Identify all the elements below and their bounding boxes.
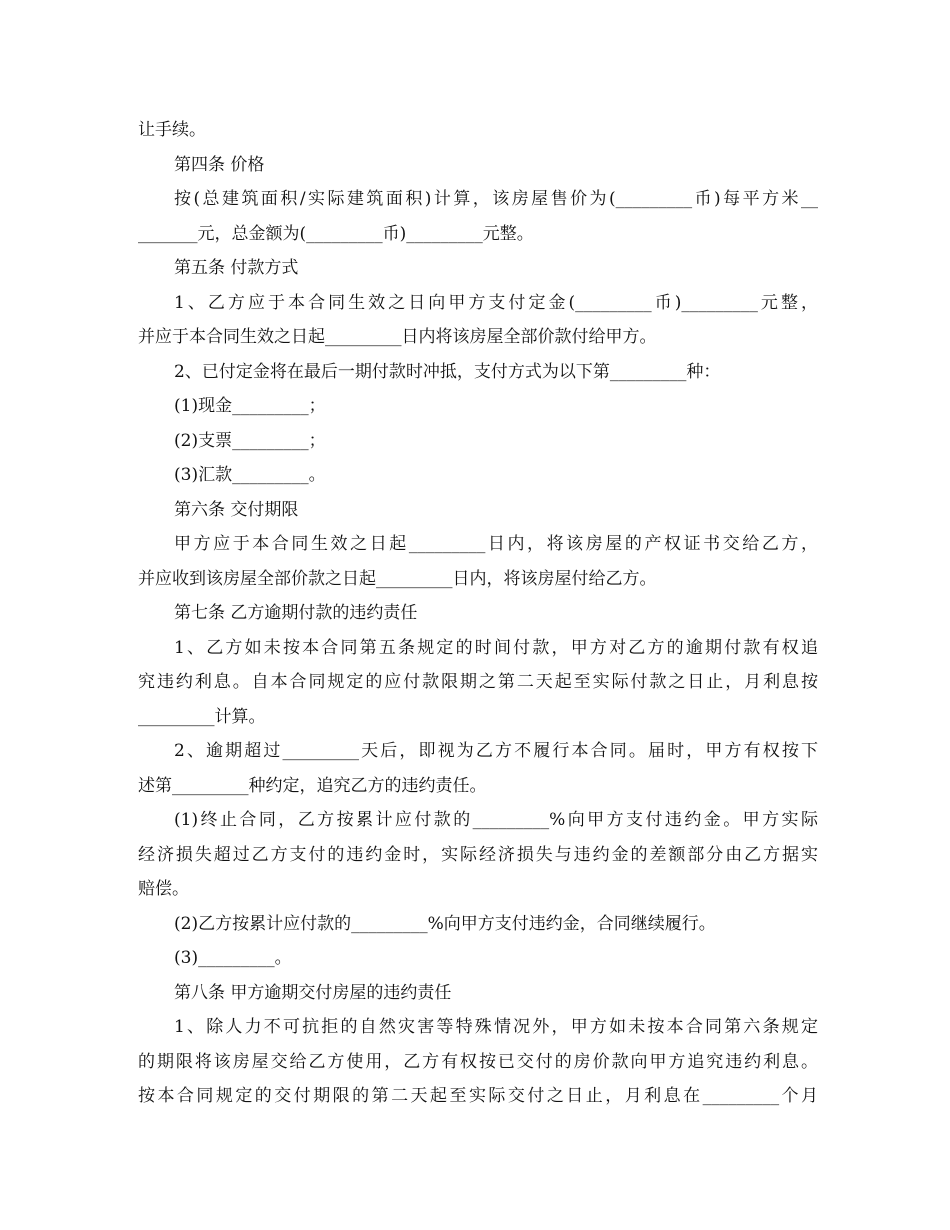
list-item: (2)支票_________； [174, 430, 326, 451]
contract-body [138, 113, 818, 1114]
text-line: _______元，总金额为(_________币)_________元整。 [138, 223, 534, 244]
list-item: (2)乙方按累计应付款的_________%向甲方支付违约金，合同继续履行。 [174, 913, 716, 934]
section-heading-article-4: 第四条 价格 [174, 154, 265, 175]
text-line: 甲方应于本合同生效之日起_________日内，将该房屋的产权证书交给乙方， [174, 534, 818, 554]
text-line: (1)终止合同，乙方按累计应付款的_________%向甲方支付违约金。甲方实际 [174, 810, 818, 830]
text-line: 2、已付定金将在最后一期付款时冲抵，支付方式为以下第_________种： [174, 361, 721, 382]
section-heading-article-7: 第七条 乙方逾期付款的违约责任 [174, 603, 418, 623]
text-line: 经济损失超过乙方支付的违约金时，实际经济损失与违约金的差额部分由乙方据实 [138, 844, 818, 865]
text-line: 1、乙方应于本合同生效之日向甲方支付定金(_________币)_________元整， [174, 292, 818, 313]
text-line: 究违约利息。自本合同规定的应付款限期之第二天起至实际付款之日止，月利息按 [138, 672, 818, 692]
text-line: 按本合同规定的交付期限的第二天起至实际交付之日止，月利息在_________个月 [138, 1086, 818, 1106]
text-line: _________计算。 [138, 706, 266, 727]
text-line: 按(总建筑面积/实际建筑面积)计算，该房屋售价为(_________币)每平方米__ [174, 189, 818, 209]
text-line: 让手续。 [138, 120, 206, 140]
text-line: 述第_________种约定，追究乙方的违约责任。 [138, 775, 487, 796]
list-item: (3)_________。 [174, 948, 292, 968]
list-item: (1)现金_________； [174, 396, 326, 416]
text-line: 赔偿。 [138, 879, 189, 899]
section-heading-article-5: 第五条 付款方式 [174, 258, 299, 278]
section-heading-article-8: 第八条 甲方逾期交付房屋的违约责任 [174, 982, 452, 1003]
text-line: 1、除人力不可抗拒的自然灾害等特殊情况外，甲方如未按本合同第六条规定 [174, 1017, 818, 1037]
text-line: 1、乙方如未按本合同第五条规定的时间付款，甲方对乙方的逾期付款有权追 [174, 637, 818, 658]
text-line: 并应于本合同生效之日起_________日内将该房屋全部价款付给甲方。 [138, 327, 657, 347]
section-heading-article-6: 第六条 交付期限 [174, 499, 299, 520]
list-item: (3)汇款_________。 [174, 465, 326, 485]
text-line: 的期限将该房屋交给乙方使用，乙方有权按已交付的房价款向甲方追究违约利息。 [138, 1051, 818, 1072]
text-line: 2、逾期超过_________天后，即视为乙方不履行本合同。届时，甲方有权按下 [174, 741, 818, 761]
text-line: 并应收到该房屋全部价款之日起_________日内，将该房屋付给乙方。 [138, 568, 657, 589]
